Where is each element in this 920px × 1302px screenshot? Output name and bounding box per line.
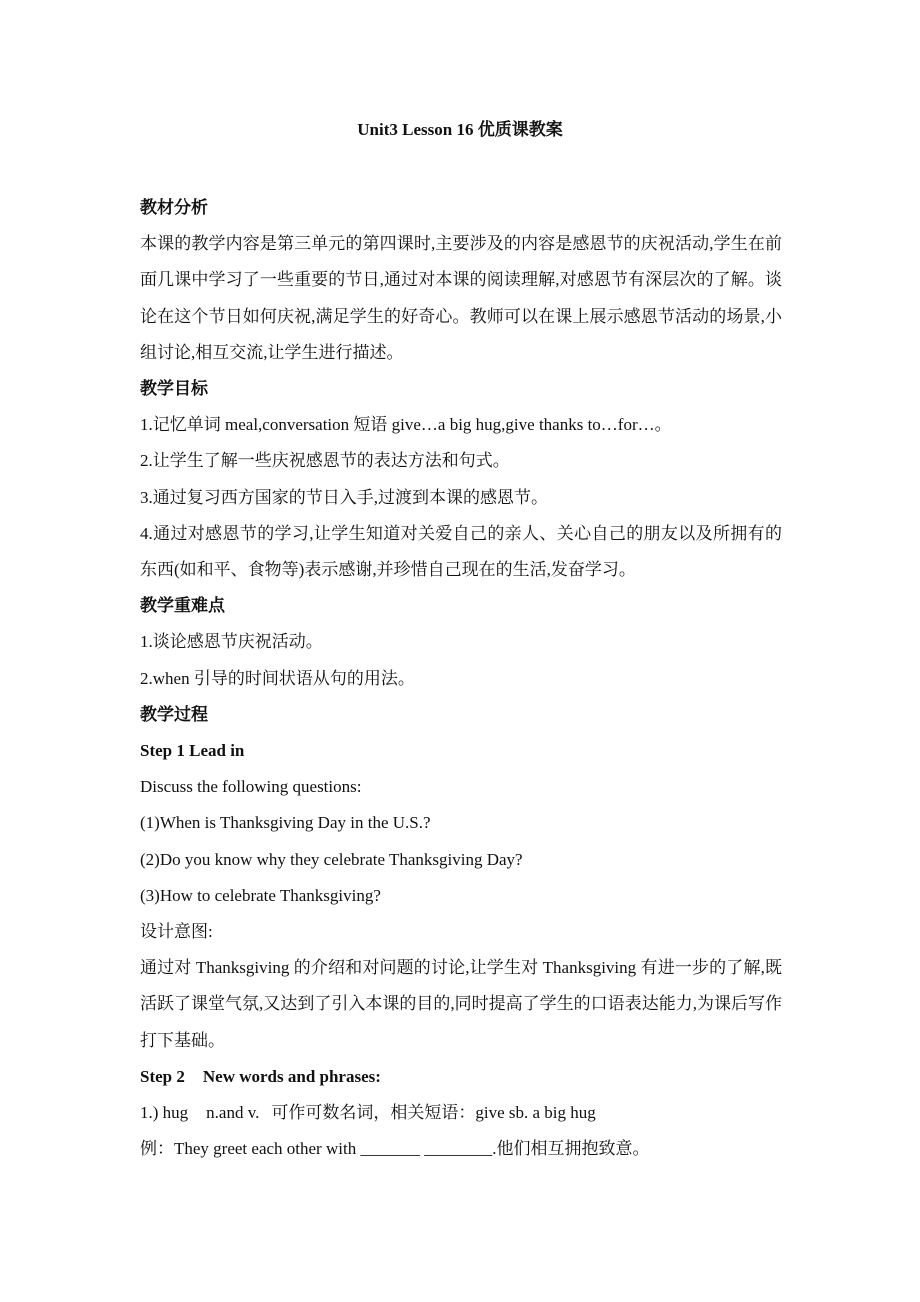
goal-item-1: 1.记忆单词 meal,conversation 短语 give…a big hug,give thanks to…for…。 [140, 415, 672, 435]
key-point-2: 2.when 引导的时间状语从句的用法。 [140, 668, 415, 688]
hug-word: 1.) hug [140, 1103, 189, 1123]
goal-item-3: 3.通过复习西方国家的节日入手,过渡到本课的感恩节。 [140, 487, 548, 507]
step2-label: Step 2 [140, 1066, 185, 1086]
key-point-1: 1.谈论感恩节庆祝活动。 [140, 632, 323, 652]
goal-item-4: 4.通过对感恩节的学习,让学生知道对关爱自己的亲人、关心自己的朋友以及所拥有的东西(如和平、食物等)表示感谢,并珍惜自己现在的生活,发奋学习。 [140, 523, 782, 580]
discuss-line: Discuss the following questions: [140, 777, 362, 797]
design-intent-paragraph: 通过对 Thanksgiving 的介绍和对问题的讨论,让学生对 Thanksgiving 有进一步的了解,既活跃了课堂气氛,又达到了引入本课的目的,同时提高了学生的口语表达能力,为课后写作打下基础。 [140, 958, 782, 1050]
document-body [140, 190, 782, 1167]
design-intent-label: 设计意图: [140, 922, 213, 942]
question-3: (3)How to celebrate Thanksgiving? [140, 885, 381, 905]
analysis-paragraph: 本课的教学内容是第三单元的第四课时,主要涉及的内容是感恩节的庆祝活动,学生在前面几课中学习了一些重要的节日,通过对本课的阅读理解,对感恩节有深层次的了解。谈论在这个节日如何庆祝,满足学生的好奇心。教师可以在课上展示感恩节活动的场景,小组讨论,相互交流,让学生进行描述。 [140, 234, 782, 362]
step2-heading [140, 1059, 782, 1095]
goal-item-2: 2.让学生了解一些庆祝感恩节的表达方法和句式。 [140, 451, 510, 471]
process-heading: 教学过程 [140, 704, 208, 724]
document-title: Unit3 Lesson 16 优质课教案 [357, 120, 563, 139]
question-1: (1)When is Thanksgiving Day in the U.S.? [140, 813, 431, 833]
goals-heading: 教学目标 [140, 379, 208, 399]
vocab-item-hug [140, 1095, 782, 1131]
step1-heading: Step 1 Lead in [140, 741, 245, 761]
analysis-heading: 教材分析 [140, 198, 208, 217]
step2-title: New words and phrases: [202, 1066, 381, 1086]
question-2: (2)Do you know why they celebrate Thanksgiving Day? [140, 849, 523, 869]
key-points-heading: 教学重难点 [140, 596, 225, 616]
hug-desc: 可作可数名词，相关短语：give sb. a big hug [271, 1103, 596, 1123]
example-sentence: 例：They greet each other with _______ ________.他们相互拥抱致意。 [140, 1139, 650, 1159]
hug-pos: n.and v. [206, 1103, 260, 1123]
